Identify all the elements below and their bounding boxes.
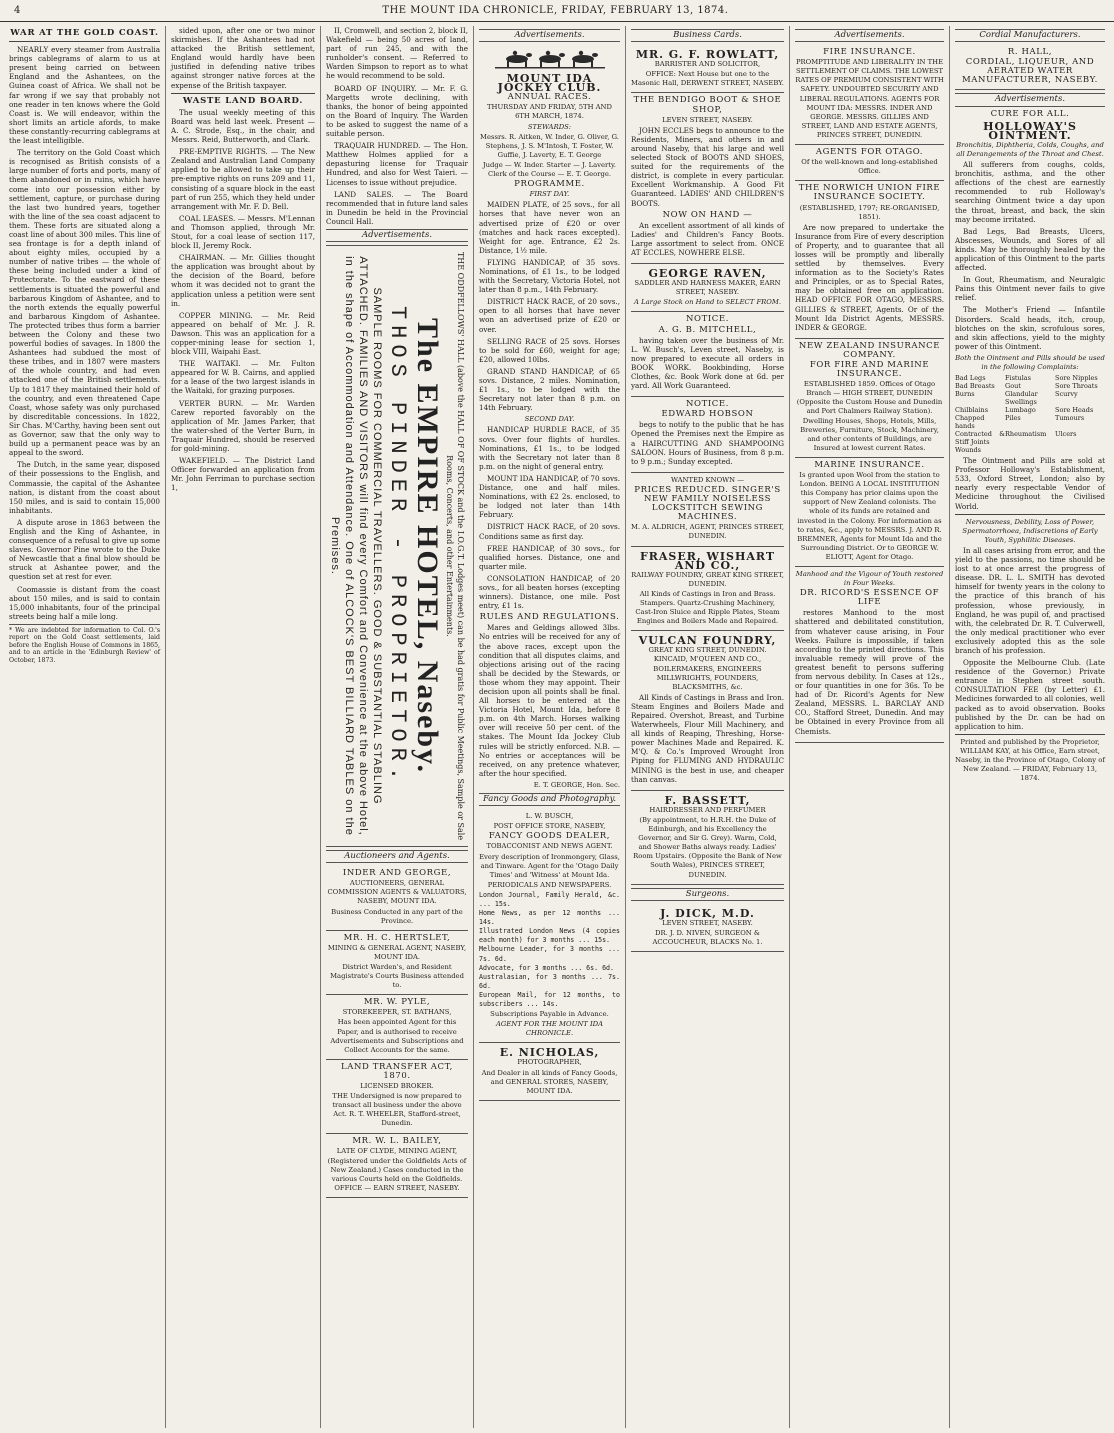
article-paragraph: COAL LEASES. — Messrs. M'Lennan and Thomson applied, through Mr. Stout, for a coal lease of section 117, block II, Jeremy Rock. (171, 213, 315, 251)
complaint-item: Bad Breasts (955, 382, 995, 391)
advert-subtitle: PHOTOGRAPHER, (517, 1058, 582, 1067)
rules-text: Mares and Geldings allowed 3lbs. No entries will be received for any of the above races, except upon the condition that all disputes claims, and objections arising out of the racing shall be decided by the Stewards, or those whom they may appoint. Their decision upon all points shall be final. All horses to be entered at the Victoria Hotel, Mount Ida, before 8 p.m. on 4th March. Horses walking over will receive 50 per cent. of the stakes. The Mount Ida Jockey Club rules will be strictly enforced. N.B. — No entries or acceptances will be received, on any pretence whatever, after the hour specified. (479, 623, 620, 778)
race-event: DISTRICT HACK RACE, of 20 sovs., open to all horses that have never won an advertised prize of £20 or over. (479, 297, 620, 334)
masthead (0, 0, 1114, 22)
race-dates: THURSDAY AND FRIDAY, 5TH AND 6TH MARCH, 1874. (487, 103, 612, 121)
hotel-details: SAMPLE ROOMS FOR COMMERCIAL TRAVELLERS. GOOD & SUBSTANTIAL STABLING ATTACHED. FAMILIES AND VISITORS will find every Comfort and Convenience at the above Hotel, in the shape of Accommodation and Attendance. One of ALCOCK'S BEST BILLIARD TABLES on the Premises. (329, 256, 383, 836)
article-footnote: * We are indebted for information to Col. O.'s report on the Gold Coast settlements, laid before the English House of Commons in 1865, and to an article in the 'Edinburgh Review' of October, 1873. (9, 624, 160, 665)
advert-marine-insurance (795, 458, 944, 567)
advert-raven (631, 264, 784, 312)
complaint-item: Rheumatism (1005, 430, 1047, 439)
advert-title: LAND TRANSFER ACT, 1870. (341, 1061, 453, 1081)
periodical-price: Advocate, for 3 months ... 6s. 6d. (479, 963, 614, 972)
complaint-item: Sore Throats (1055, 382, 1098, 391)
advert-body: District Warden's, and Resident Magistrate's Courts Business attended to. (330, 963, 464, 990)
advert-land-transfer (326, 1060, 468, 1134)
advert-body: A Large Stock on Hand to SELECT FROM. (634, 298, 781, 307)
advert-nicholas (479, 1043, 620, 1100)
secretary-signoff: E. T. GEORGE, Hon. Sec. (533, 780, 620, 789)
race-event: HANDICAP HURDLE RACE, of 35 sovs. Over four flights of hurdles. Nominations, £1 1s., to be lodged with the Secretary not later than 8 p.m. on the night of general entry. (479, 425, 620, 471)
article-paragraph: VERTER BURN. — Mr. Warden Carew reported favorably on the application of Mr. James Parker, that the water-shed of the Verter Burn, in Traquair Hundred, should be reserved for gold-mining. (171, 398, 315, 454)
advert-pyle (326, 995, 468, 1060)
advert-hall-cordials (955, 45, 1105, 90)
advert-body: Is granted upon Wool from the station to London. BEING A LOCAL INSTITUTION this Company has prior claims upon the support of New Zealand colonists. The whole of its funds are retained and invested in the Colony. For information as to rates, &c., apply to MESSRS. J. AND R. BREMNER, Agents for Mount Ida and the Surrounding District. Or to GEORGE W. ELIOTT, Agent for Otago. (797, 471, 942, 561)
advert-body: M. A. ALDRICH, AGENT, PRINCES STREET, DUNEDIN. (631, 523, 784, 541)
article-paragraph: sided upon, after one or two minor skirmishes. If the Ashantees had not attacked the British settlement, England would hardly have been justified in defending native tribes against stronger native forces at the expense of the British taxpayer. (171, 26, 315, 90)
complaints-label: Both the Ointment and Pills should be used in the following Complaints: (955, 353, 1105, 371)
article-paragraph: Bad Legs, Bad Breasts, Ulcers, Abscesses, Wounds, and Sores of all kinds. May be thoroughly healed by the application of this Ointment to the parts affected. (955, 226, 1105, 273)
subscriptions-note: Subscriptions Payable in Advance. (490, 1010, 609, 1019)
complaint-item: Chilblains (955, 406, 989, 415)
holloway-subtitle: Bronchitis, Diphtheria, Colds, Coughs, and all Derangements of the Throat and Chest. (956, 140, 1104, 158)
periodicals-label: PERIODICALS AND NEWSPAPERS. (487, 880, 612, 889)
second-day-label: SECOND DAY. (524, 415, 575, 424)
advert-title: THE NORWICH UNION FIRE INSURANCE SOCIETY. (798, 183, 941, 203)
advert-subtitle: HAIRDRESSER AND PERFUMER (649, 805, 766, 814)
advert-title: NOW ON HAND — (662, 209, 753, 220)
advert-title: FRASER, WISHART AND CO., (639, 549, 776, 572)
complaint-item: Chapped hands (955, 414, 985, 431)
advert-title: E. NICHOLAS, (499, 1046, 600, 1060)
column-waste-land-board (166, 26, 321, 1428)
article-paragraph: LAND SALES. — The Board recommended that in future land sales in Dunedin be held in the Provincial Council Hall. (326, 189, 468, 226)
article-paragraph: WAKEFIELD. — The District Land Officer forwarded an application from Mr. John Ferriman to purchase section 1, (171, 456, 315, 493)
complaint-item: Ulcers (1055, 430, 1077, 439)
advert-hertslet (326, 931, 468, 996)
section-label: Surgeons. (631, 888, 784, 901)
advert-agents-otago (795, 145, 944, 181)
imprint: Printed and published by the Proprietor, WILLIAM KAY, at his Office, Earn street, Naseby, in the Province of Otago, Colony of New Zealand. — FRIDAY, February 13, 1874. (955, 737, 1105, 783)
section-label: Business Cards. (631, 29, 784, 42)
race-event: FREE HANDICAP, of 30 sovs., for qualified horses. Distance, one and quarter mile. (479, 543, 620, 571)
advert-title: NOTICE. (685, 399, 730, 410)
advert-vulcan-foundry (631, 631, 784, 791)
advert-body: An excellent assortment of all kinds of Ladies' and Children's Fancy Boots. Large assortment to select from. ONCE AT ECCLES, NOWHERE ELSE. (631, 220, 784, 257)
advert-subtitle: LATE OF CLYDE, MINING AGENT, (336, 1146, 458, 1155)
section-label: Advertisements. (479, 29, 620, 42)
race-event: SELLING RACE of 25 sovs. Horses to be sold for £60, weight for age; £20, allowed 10lbs. (479, 336, 620, 364)
advert-title: THE BENDIGO BOOT & SHOE SHOP, (633, 95, 782, 115)
advert-subtitle: CORDIAL, LIQUEUR, AND AERATED WATER MANUFACTURER, NASEBY. (961, 57, 1098, 86)
advert-title: GEORGE RAVEN, (648, 267, 767, 281)
advert-body: having taken over the business of Mr. L. W. Busch's, Leven street, Naseby, is now prepared to execute all orders in BOOK WORK. Bookbinding, Horse Clothes, &c. Book Work done at 6d. per yard. All Work Guaranteed. (631, 335, 784, 391)
stewards-list: Messrs. R. Aitken, W. Inder, G. Oliver, G. Stephens, J. S. M'Intosh, T. Foster, W. Guffie, J. Laverty, E. T. George (480, 132, 619, 159)
advert-subtitle: LICENSED BROKER. (360, 1082, 434, 1091)
races-title: ANNUAL RACES. (507, 92, 592, 103)
advert-inder-george (326, 866, 468, 931)
columns (4, 26, 1110, 1428)
periodical-price: Melbourne Leader, for 3 months ... 7s. 6d. (479, 945, 620, 963)
article-paragraph: Coomassie is distant from the coast about 150 miles, and is said to contain 15,000 inhabitants, four of the principal streets being half a mile long. (9, 584, 160, 621)
race-officials: Judge — W. Inder. Starter — J. Laverty. Clerk of the Course — E. T. George. (482, 160, 617, 179)
complaints-list (955, 374, 1105, 454)
advert-norwich-union (795, 181, 944, 339)
cure-heading: CURE FOR ALL. (990, 108, 1070, 119)
page-number: 4 (14, 5, 21, 16)
advert-body: PROMPTITUDE AND LIBERALITY IN THE SETTLEMENT OF CLAIMS. THE LOWEST RATES OF PREMIUM CONSISTENT WITH SAFETY. UNDOUBTED SECURITY AND LIBERAL REGULATIONS. AGENTS FOR MOUNT IDA: MESSRS. INDER AND GEORGE. MESSRS. GILLIES AND STREET, LAND AND ESTATE AGENTS, PRINCES STREET, DUNEDIN. (795, 58, 944, 139)
race-event: MOUNT IDA HANDICAP, of 70 sovs. Distance, one and half miles. Nominations, with £2 2s. enclosed, to be lodged not later than 14th February. (479, 473, 620, 520)
article-paragraph: TRAQUAIR HUNDRED. — The Hon. Matthew Holmes applied for a depasturing license for Traquair Hundred, and also for West Taieri. — Licenses to issue without prejudice. (326, 141, 468, 187)
advert-body: And Dealer in all kinds of Fancy Goods, and GENERAL STORES, NASEBY, MOUNT IDA. (481, 1068, 618, 1095)
advert-title: MR. W. PYLE, (363, 997, 431, 1008)
holloway-title: HOLLOWAY'S OINTMENT. (983, 119, 1077, 142)
advert-body: Has been appointed Agent for this Paper, and is authorised to receive Advertisements and Subscriptions and Collect Accounts for the same. (330, 1018, 464, 1054)
column-insurance (790, 26, 950, 1428)
club-name: MOUNT IDA JOCKEY CLUB. (497, 72, 602, 95)
advert-title: J. DICK, M.D. (660, 906, 755, 920)
advert-subtitle: LEVEN STREET, NASEBY. (662, 115, 753, 124)
advert-body: (By appointment, to H.R.H. the Duke of Edinburgh, and his Excellency the Governor, and Sir G. Grey). Warm, Cold, and Shower Baths always ready. Ladies' Room Upstairs. (Opposite the Bank of New South Wales), PRINCES STREET, DUNEDIN. (633, 815, 782, 879)
stewards-label: STEWARDS: (527, 122, 572, 131)
advert-body: Are now prepared to undertake the Insurance from Fire of every description of Property, and to guarantee that all losses will be promptly and liberally settled by themselves. Every information as to the Society's Rates and Principles, or as to Special Rates, may be obtained free on application. HEAD OFFICE FOR OTAGO, MESSRS. GILLIES & STREET, Agents. Or of the Mount Ida District Agents, MESSRS. INDER & GEORGE. (795, 222, 944, 332)
article-heading: WASTE LAND BOARD. (182, 95, 304, 106)
complaint-item: Glandular Swellings (1005, 390, 1038, 407)
advert-subtitle: EDWARD HOBSON (661, 409, 754, 420)
advert-ricord (795, 567, 944, 743)
article-paragraph: CHAIRMAN. — Mr. Gillies thought the application was brought about by the decision of the Board, before whom it was decided not to grant the application unless a petition were sent in. (171, 253, 315, 308)
advert-subtitle: TOBACCONIST AND NEWS AGENT. (486, 842, 613, 851)
smith-heading: Nervousness, Debility, Loss of Power, Spermatorrhoea, Indiscretions of Early Youth, Syphilitic Diseases. (962, 517, 1098, 544)
advert-body: THE Undersigned is now prepared to transact all business under the above Act. R. T. WHEELER, Stafford-street, Dunedin. (332, 1092, 462, 1128)
section-label: Advertisements. (955, 93, 1105, 106)
article-paragraph: PRE-EMPTIVE RIGHTS. — The New Zealand and Australian Land Company applied to be allowed to take up their pre-emptive rights on runs 209 and 11, consisting of a square block in the east part of run 255, which they held under arrangement with Mr. F. D. Bell. (171, 147, 315, 211)
article-paragraph: BOARD OF INQUIRY. — Mr. F. G. Margetts wrote declining, with thanks, the honor of being appointed on the Board of Inquiry. The Warden to be asked to suggest the name of a suitable person. (326, 83, 468, 139)
advert-fraser-wishart (631, 547, 784, 632)
column-cordials-holloway (950, 26, 1110, 1428)
empire-hotel-advert (326, 245, 468, 847)
article-paragraph: THE WAITAKI. — Mr. Fulton appeared for W. B. Cairns, and applied for a lease of the two largest islands in the Waitaki, for grazing purposes. (171, 359, 315, 396)
advert-bassett (631, 791, 784, 885)
section-label: Fancy Goods and Photography. (479, 793, 620, 806)
advert-body: All Kinds of Castings in Brass and Iron. Steam Engines and Boilers Made and Repaired. Overshot, Breast, and Turbine Waterwheels, Flour Mill Machinery, and all kinds of Reaping, Threshing, Horse-power Machines Made and Repaired. K. M'Q. & Co.'s Improved Wrought Iron Piping for FLUMING AND HYDRAULIC MINING is the best in use, and cheaper than canvas. (631, 692, 784, 784)
column-business-cards (626, 26, 790, 1428)
article-paragraph: COPPER MINING. — Mr. Reid appeared on behalf of Mr. J. R. Dawson. This was an application for a copper-mining lease for section 1, block VIII, Waipahi East. (171, 310, 315, 357)
race-event: MAIDEN PLATE, of 25 sovs., for all horses that have never won an advertised prize of £20 or over (matches and hack races excepted). Weight for age. Entrance, £2 2s. Distance, 1½ mile. (479, 200, 620, 255)
first-day-label: FIRST DAY. (529, 190, 570, 199)
advert-subtitle: RAILWAY FOUNDRY, GREAT KING STREET, DUNEDIN. (631, 570, 784, 588)
complaint-item: Gout (1005, 382, 1021, 391)
advert-title: INDER AND GEORGE, (342, 868, 452, 879)
article-paragraph: The Mother's Friend — Infantile Disorders. Scald heads, itch, croup, blotches on the skin, scrofulous sores, and skin affections, yield to the mighty power of this Ointment. (955, 305, 1105, 351)
complaint-item: Scurvy (1055, 390, 1078, 399)
section-label: Auctioneers and Agents. (326, 850, 468, 863)
article-paragraph: All sufferers from coughs, colds, bronchitis, asthma, and the other affections of the chest are earnestly recommended to rub Holloway's searching Ointment twice a day upon the throat, breast, and back, the skin may become irritated. (955, 160, 1105, 224)
advert-subtitle: STOREKEEPER, ST. BATHANS, (342, 1008, 452, 1017)
advert-subtitle: GREAT KING STREET, DUNEDIN. KINCAID, M'QUEEN AND CO., BOILERMAKERS, ENGINEERS MILLWRIGHTS, FOUNDERS, BLACKSMITHS, &c. (648, 646, 767, 691)
advert-subtitle: A. G. B. MITCHELL, (658, 324, 757, 335)
smith-text: In all cases arising from error, and the yield to the passions, no time should be lost to at once arrest the progress of disease. DR. L. L. SMITH has devoted himself for twenty years in the colony to the practice of this branch of his profession, whose previously, in England, he was pupil of, and practised with, the celebrated Dr. R. T. Culverwell, the only medical practitioner who ever exclusively adopted this as the sole branch of his profession. (955, 545, 1105, 655)
advert-body: Every description of Ironmongery, Glass, and Tinware. Agent for the 'Otago Daily Times' and 'Witness' at Mount Ida. (479, 852, 620, 879)
race-event: CONSOLATION HANDICAP, of 20 sovs., for all beaten horses (excepting winners). Distance, one mile. Post entry, £1 1s. (479, 573, 620, 611)
advert-fire-insurance (795, 45, 944, 145)
article-paragraph: In Gout, Rheumatism, and Neuralgic Pains this Ointment never fails to give relief. (955, 275, 1105, 303)
advert-subtitle: PRICES REDUCED. SINGER'S NEW FAMILY NOISELESS LOCKSTITCH SEWING MACHINES. (634, 484, 781, 523)
complaint-item: Wounds (955, 446, 982, 455)
section-label: Advertisements. (795, 29, 944, 42)
column-hotel-auctioneers (321, 26, 474, 1428)
advert-subtitle: AUCTIONEERS, GENERAL COMMISSION AGENTS & VALUATORS, NASEBY, MOUNT IDA. (327, 879, 467, 906)
advert-title: WANTED KNOWN — (670, 475, 745, 484)
article-paragraph: The Dutch, in the same year, disposed of their possessions to the English, and Commassie, the capital of the Ashantee nation, is distant from the coast about 150 miles, and is said to contain 15,000 inhabitants. (9, 460, 160, 515)
complaint-item: Tumours (1055, 414, 1085, 423)
hotel-proprietor: THOS PINDER - PROPRIETOR. (385, 306, 410, 787)
advert-subtitle: FOR FIRE AND MARINE INSURANCE. (809, 360, 930, 380)
advert-title: MR. G. F. ROWLATT, (635, 48, 780, 62)
article-paragraph: NEARLY every steamer from Australia brings cablegrams of alarm to us at present being carried on between England and the Ashantees, on the Guinea coast of Africa. We shall not be far wrong if we say that probably not one reader in ten knows where the Gold Coast is. We will endeavor, within the short limits an article afords, to make these constantly-recurring cablegrams at the least intelligible. (9, 45, 160, 146)
advert-subtitle: BARRISTER AND SOLICITOR, (654, 60, 761, 69)
racing-horses-engraving (479, 45, 620, 71)
advert-nz-insurance (795, 339, 944, 458)
complaint-item: Bad Legs (955, 374, 986, 383)
advert-hobson (631, 397, 784, 473)
advert-title: MR. H. C. HERTSLET, (343, 932, 451, 943)
advert-title: MR. W. L. BAILEY, (352, 1135, 442, 1146)
rules-label: RULES AND REGULATIONS. (479, 612, 620, 623)
article-heading: WAR AT THE GOLD COAST. (10, 28, 159, 38)
advert-body: DR. J. D. NIVEN, SURGEON & ACCOUCHEUR, BLACKS No. 1. (652, 928, 763, 946)
advert-subtitle: SADDLER AND HARNESS MAKER, EARN STREET, NASEBY. (634, 279, 781, 297)
advert-title: FANCY GOODS DEALER, (488, 831, 611, 842)
advert-body: OFFICE: Next House but one to the Masonic Hall, DERWENT STREET, NASEBY. (631, 70, 784, 88)
advert-title: Manhood and the Vigour of Youth restored in Four Weeks. (795, 569, 944, 588)
advert-body: JOHN ECCLES begs to announce to the Residents, Miners, and others in and around Naseby, that his large and well selected Stock of BOOTS AND SHOES, suited for the requirements of the district, is complete in every particular. Excellent Workmanship. A Good Fit Guaranteed. LADIES' AND CHILDREN'S BOOTS. (631, 125, 784, 208)
advert-body: restores Manhood to the most shattered and debilitated constitution, from whatever cause arising, in Four Weeks. Failure is impossible, if taken according to the printed directions. This invaluable remedy will prove of the greatest benefit to persons suffering from nervous debility. In Cases at 12s., or four quantities in one for 36s. To be had of Dr. Ricord's Agents for New Zealand, MESSRS. L. BARCLAY AND CO., Stafford Street, Dunedin. And may be Obtained in every Province from all Chemists. (795, 608, 944, 736)
advert-body: begs to notify to the public that he has Opened the Premises next the Empire as a HAIRCUTTING AND SHAMPOOING SALOON. Hours of Business, from 8 p.m. to 9 p.m.; Sunday excepted. (631, 420, 784, 466)
race-event: GRAND STAND HANDICAP, of 65 sovs. Distance, 2 miles. Nomination, £1 1s., to be lodged with the Secretary not later than 8 p.m. on 14th February. (479, 366, 620, 413)
periodical-price: Illustrated London News (4 copies each month) for 3 months ... 15s. (479, 927, 620, 945)
advert-subtitle: LEVEN STREET, NASEBY. (662, 918, 753, 927)
advert-dick (631, 904, 784, 952)
article-paragraph: The usual weekly meeting of this Board was held last week. Present — A. C. Strode, Esq., in the chair, and Messrs. Reid, Butterworth, and Clark. (171, 107, 315, 145)
article-paragraph: A dispute arose in 1863 between the English and the King of Ashantee, in consequence of a refusal to give up some slaves. Governor Pine wrote to the Duke of Newcastle that a final blow should be struck at Ashantee power, and the question set at rest for ever. (9, 517, 160, 582)
section-label: Advertisements. (326, 229, 468, 242)
advert-body: ESTABLISHED 1859. Offices of Otago Branch — HIGH STREET, DUNEDIN (Opposite the Custom House and Dunedin and Port Chalmers Railway Station). Dwelling Houses, Shops, Hotels, Mills, Breweries, Furniture, Stock, Machinery, and other contents of Buildings, are Insured at lowest current Rates. (796, 380, 943, 452)
complaint-item: Contracted & Stiff Joints (955, 430, 1005, 447)
advert-mitchell (631, 312, 784, 397)
race-event: DISTRICT HACK RACE, of 20 sovs. Conditions same as first day. (479, 522, 620, 541)
advert-busch (479, 809, 620, 1043)
advert-title: R. HALL, (1007, 47, 1053, 58)
periodical-price: European Mail, for 12 months, to subscribers ... 14s. (479, 990, 620, 1008)
advert-subtitle: DR. RICORD'S ESSENCE OF LIFE (799, 588, 940, 608)
advert-address: POST OFFICE STORE, NASEBY, (493, 822, 606, 831)
race-event: FLYING HANDICAP, of 35 sovs. Nominations, of £1 1s., to be lodged with the Secretary, Victoria Hotel, not later than 8 p.m., 14th February. (479, 257, 620, 295)
advert-title: AGENTS FOR OTAGO. (815, 147, 924, 158)
complaint-item: Burns (955, 390, 975, 399)
section-label: Cordial Manufacturers. (955, 29, 1105, 42)
advert-rowlatt (631, 45, 784, 93)
page-title: THE MOUNT IDA CHRONICLE, FRIDAY, FEBRUARY 13, 1874. (382, 5, 729, 16)
periodical-price: Australasian, for 3 months ... 7s. 6d. (479, 972, 620, 990)
oddfellows-hall-notice: THE ODDFELLOWS' HALL (above the HALL OF OF STOCK and the I.O.G.T. Lodges meet) can be had gratis for Public Meetings, Sample or Sale Rooms, Concerts, and other Entertainments. (445, 252, 465, 841)
advert-name: L. W. BUSCH, (525, 812, 574, 821)
racehorse-icon (495, 46, 605, 70)
column-jockey-club (474, 26, 626, 1428)
periodical-price: Home News, as per 12 months ... 14s. (479, 909, 620, 927)
advert-title: NOTICE. (685, 314, 730, 325)
holloway-sold-note: The Ointment and Pills are sold at Professor Holloway's Establishment, 533, Oxford Street, London; also by nearly every respectable Vendor of Medicine throughout the Civilised World. (955, 456, 1105, 511)
complaint-item: Lumbago (1005, 406, 1036, 415)
advert-title: FIRE INSURANCE. (823, 47, 916, 58)
smith-address: Opposite the Melbourne Club. (Late residence of the Governor.) Private entrance in Stephen street south. CONSULTATION FEE (by Letter) £1. Medicines forwarded to all colonies, well packed as to avoid observation. Books published by the Dr. can be had on application to him. (955, 658, 1105, 731)
programme-label: PROGRAMME. (514, 179, 585, 190)
complaint-item: Fistulas (1005, 374, 1032, 383)
advert-body: Business Conducted in any part of the Province. (331, 907, 463, 925)
complaint-item: Sore Nipples (1055, 374, 1098, 383)
article-paragraph: The territory on the Gold Coast which is recognised as British consists of a large number of forts and ports, many of them abandoned or in ruins, which have come into our possession either by settlement, capture, or purchase during the last two hundred years, together with the line of the sea coast adjacent to them. These forts are situated along a coast line of about 300 miles. This line of sea frontage is for a depth inland of about eighty miles, occupied by a number of native tribes — the whole of these being included under a kind of Protectorate. To the eastward of these settlements is situated the powerful and barbarous Kingdom of Ashantee, and to the north extends the equally powerful and barbarous Kingdom of Ashantee. The protected tribes thus form a barrier between the Colony and these two powerful bodies of savages. In 1800 the Ashantees had subdued the most of these tribes, and in 1807 were masters of the whole country, and had even attacked one of the British settlements. Up to 1817 they maintained their hold of the country, and even threatened Cape Coast, whose safety was only purchased by discreditable concessions. In 1822, Sir Chas. M'Carthy, having been sent out as Governor, saw that the only way to build up a permanent peace was by an appeal to the sword. (9, 148, 160, 458)
advert-subtitle: Of the well-known and long-established Office. (801, 158, 938, 176)
advert-singer (631, 473, 784, 547)
complaint-item: Sore Heads (1055, 406, 1094, 415)
periodical-price: London Journal, Family Herald, &c. ... 15s. (479, 890, 620, 908)
article-paragraph: II, Cromwell, and section 2, block II, Wakefield — being 50 acres of land, part of run 245, and with the runholder's consent. — Referred to Warden Simpson to report as to what he would recommend to be sold. (326, 26, 468, 81)
advert-body: All Kinds of Castings in Iron and Brass. Stampers. Quartz-Crushing Machinery, Cast-Iron Sluice and Ripple Plates, Steam Engines and Boilers Made and Repaired. (635, 589, 780, 626)
chronicle-agent: AGENT FOR THE MOUNT IDA CHRONICLE. (495, 1020, 604, 1038)
column-war-gold-coast (4, 26, 166, 1428)
advert-title: F. BASSETT, (664, 793, 751, 807)
advert-title: MARINE INSURANCE. (814, 459, 925, 470)
advert-subtitle: MINING & GENERAL AGENT, NASEBY, MOUNT IDA. (327, 943, 467, 961)
complaint-item: Piles (1005, 414, 1021, 423)
advert-subtitle: (ESTABLISHED, 1797; RE-ORGANISED, 1851). (799, 203, 940, 221)
advert-body: (Registered under the Goldfields Acts of New Zealand.) Cases conducted in the various Courts held on the Goldfields. OFFICE — EARN STREET, NASEBY. (327, 1156, 467, 1192)
advert-bailey (326, 1134, 468, 1199)
advert-bendigo-boot (631, 93, 784, 264)
advert-title: NEW ZEALAND INSURANCE COMPANY. (798, 340, 941, 360)
advert-title: VULCAN FOUNDRY, (638, 634, 777, 648)
hotel-name: The EMPIRE HOTEL, Naseby. (411, 318, 444, 775)
